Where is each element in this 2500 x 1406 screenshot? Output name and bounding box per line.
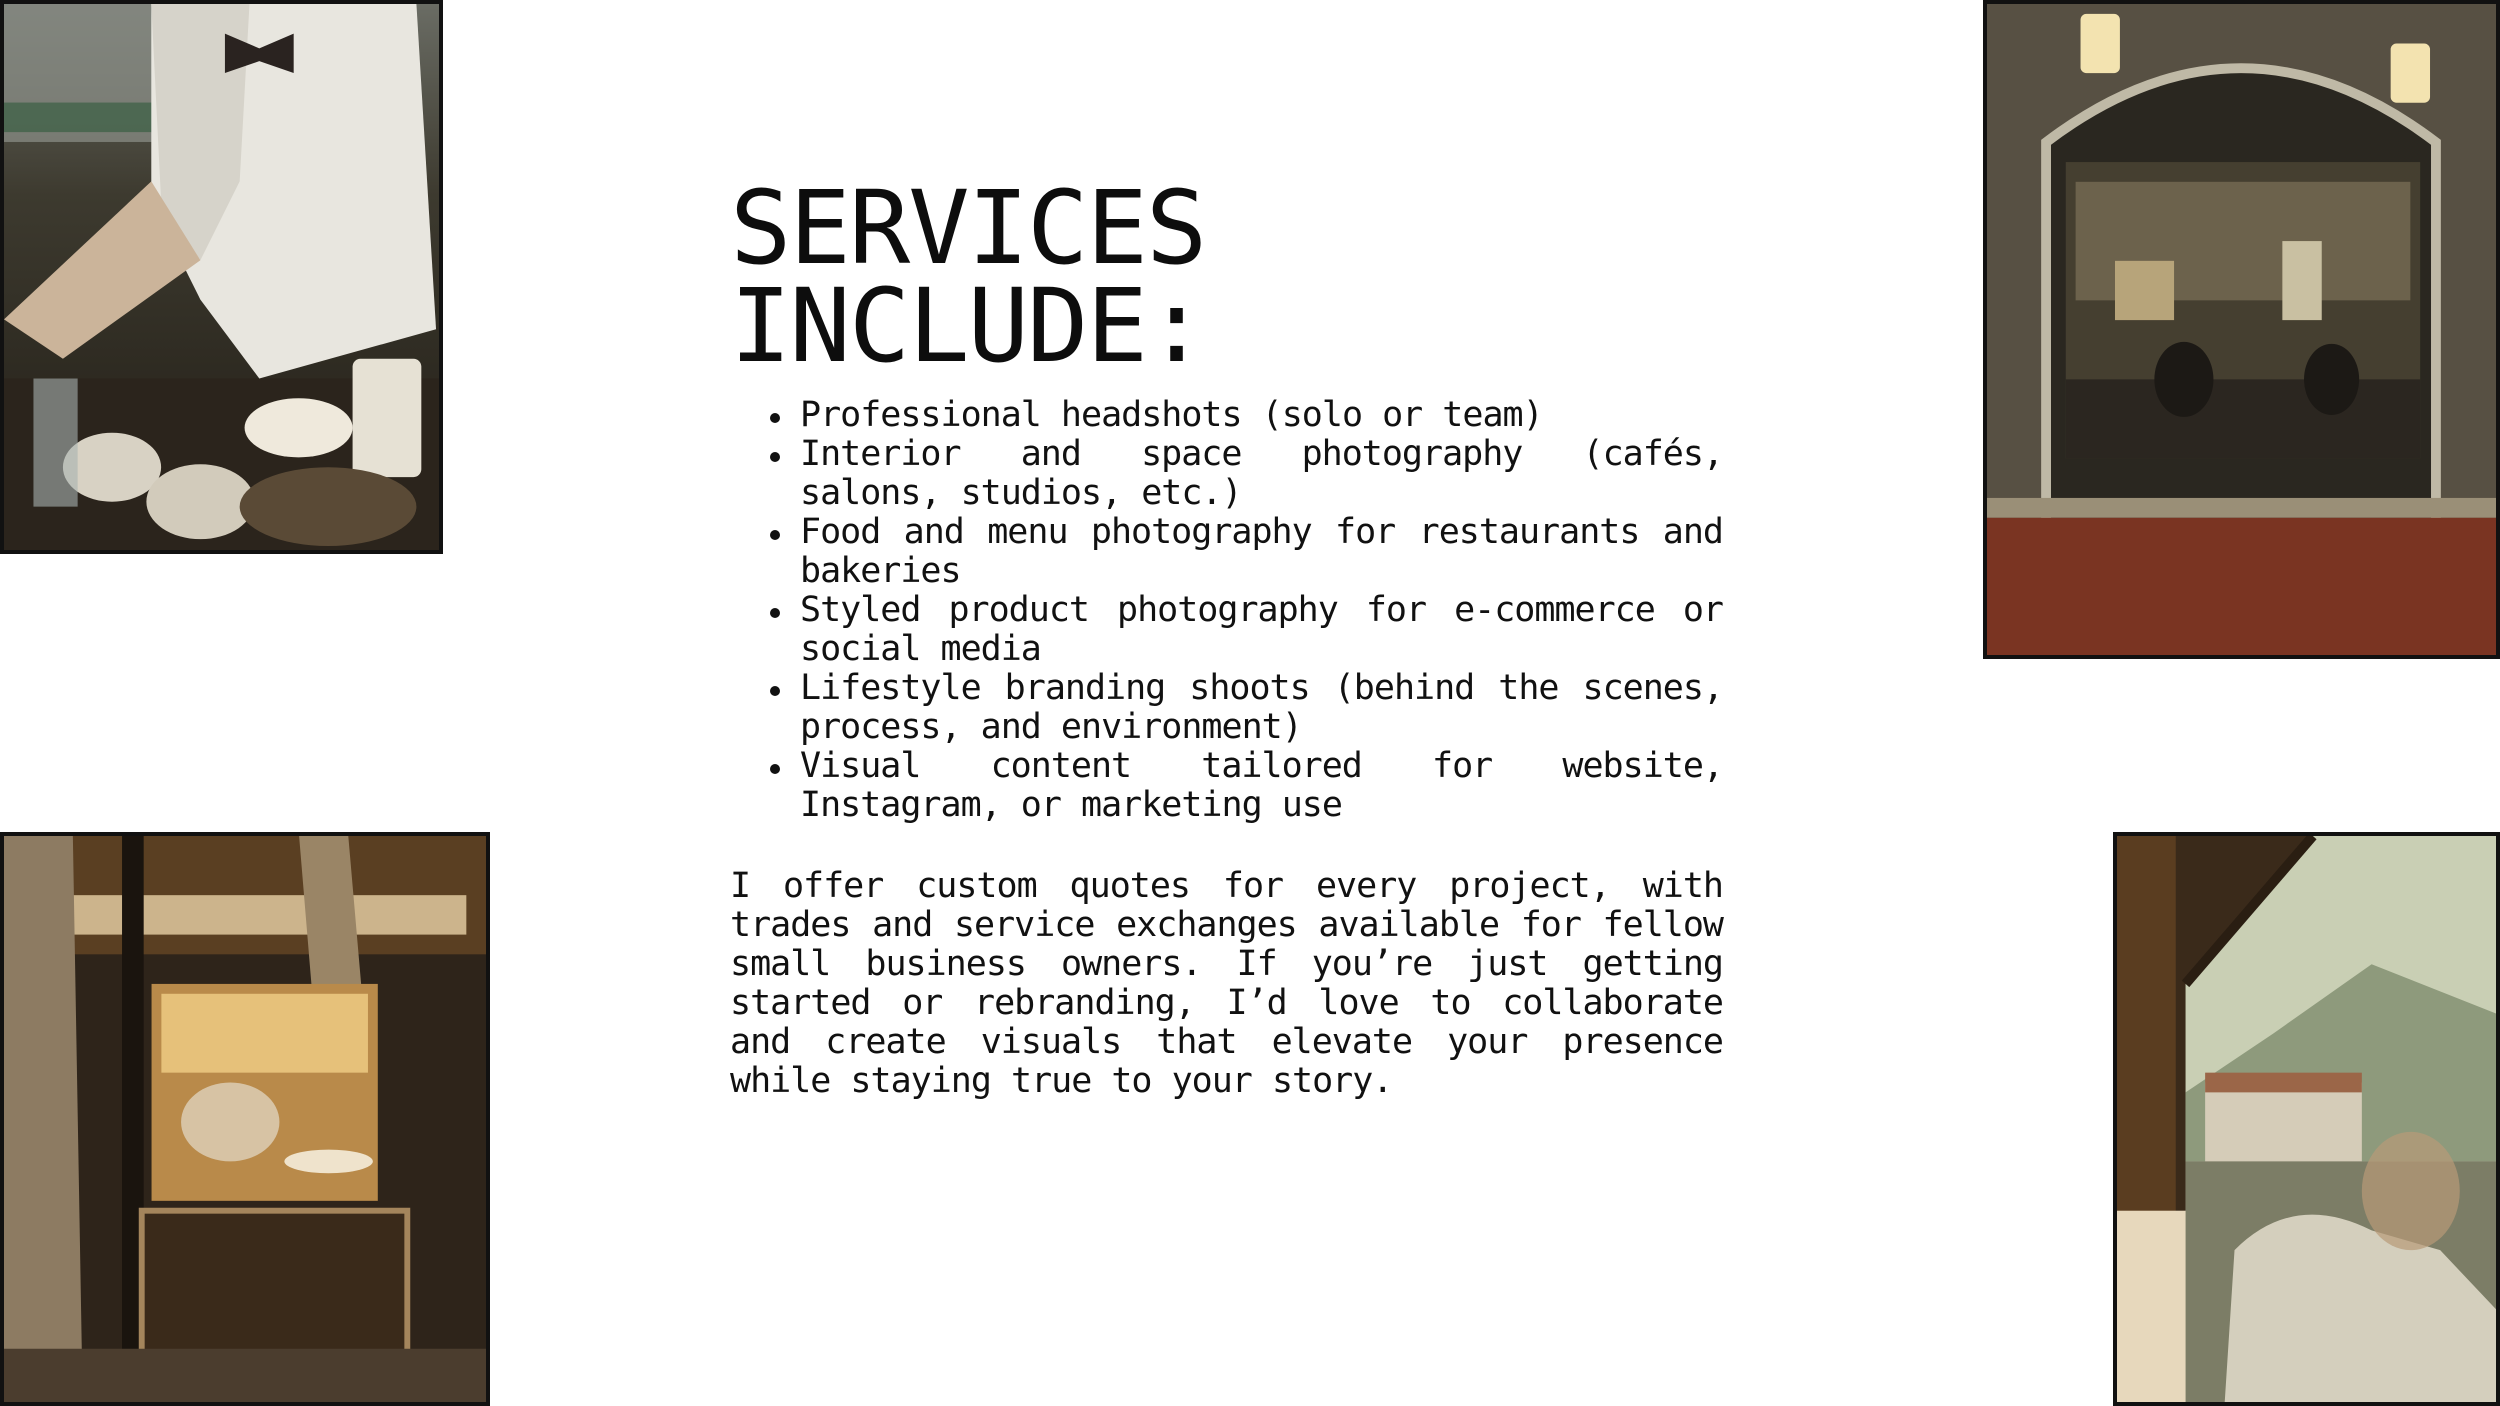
train-window-photo xyxy=(2113,832,2500,1406)
train-window-graphic xyxy=(2117,836,2496,1402)
cafe-terrace-photo xyxy=(0,832,490,1406)
restaurant-window-graphic xyxy=(1987,4,2496,655)
service-item: Interior and space photography (cafés, salons, studios, etc.) xyxy=(800,434,1723,513)
cafe-terrace-graphic xyxy=(4,836,486,1402)
waiter-photo-graphic xyxy=(4,4,439,550)
services-heading xyxy=(730,169,1723,386)
service-item: Food and menu photography for restaurants and bakeries xyxy=(800,512,1723,591)
restaurant-window-photo xyxy=(1983,0,2500,659)
service-item: Lifestyle branding shoots (behind the scenes, process, and environment) xyxy=(800,668,1723,747)
quote-paragraph: I offer custom quotes for every project, with trades and service exchanges available for fellow small business owners. If you’re just getting started or rebranding, I’d love to collaborate and create visuals that elevate your presence while staying true to your story. xyxy=(730,866,1723,1101)
service-item: Styled product photography for e-commerce or social media xyxy=(800,590,1723,669)
heading-line-2: INCLUDE: xyxy=(730,267,1206,386)
services-list xyxy=(730,396,1723,825)
waiter-photo xyxy=(0,0,443,554)
heading-line-1: SERVICES xyxy=(730,169,1206,288)
services-section xyxy=(730,169,1723,1101)
service-item: Professional headshots (solo or team) xyxy=(800,396,1723,435)
service-item: Visual content tailored for website, Instagram, or marketing use xyxy=(800,746,1723,825)
